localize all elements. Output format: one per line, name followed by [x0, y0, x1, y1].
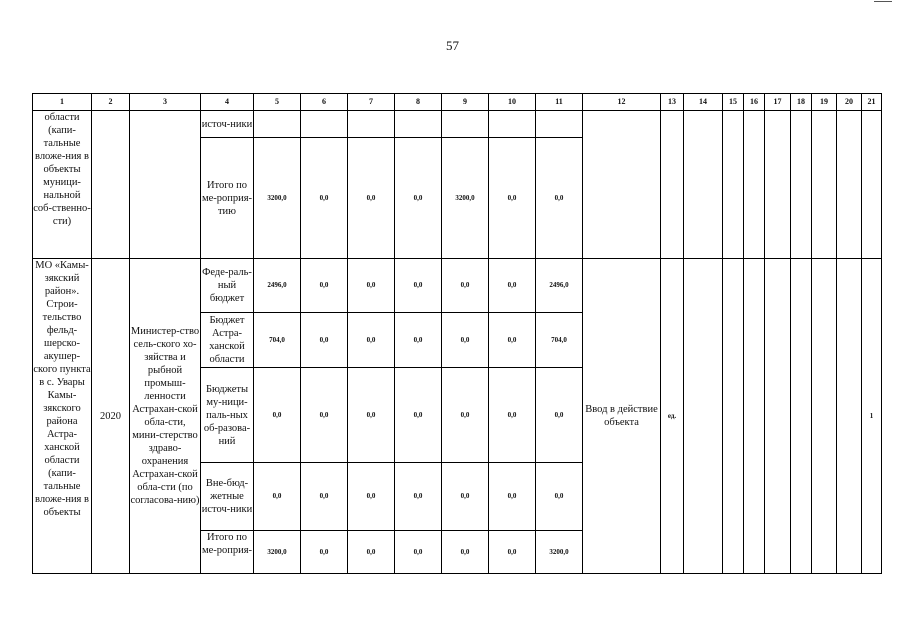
empty-cell	[723, 111, 744, 259]
value-cell: 704,0	[254, 313, 301, 368]
executor-cell: Министер-ство сель-ского хо-зяйства и рыбной промыш-ленности Астрахан-ской обла-сти, мини-стерство здраво-охранения Астрахан-ской обла-сти (по согласова-нию)	[130, 259, 201, 574]
column-number: 21	[862, 94, 882, 111]
column-number: 3	[130, 94, 201, 111]
empty-cell	[812, 111, 837, 259]
source-cell: Феде-раль-ный бюджет	[201, 259, 254, 313]
value-cell: 0,0	[489, 368, 536, 463]
unit-cell	[661, 111, 684, 259]
column-number: 14	[684, 94, 723, 111]
value-cell: 0,0	[395, 531, 442, 574]
unit-cell: ед.	[661, 259, 684, 574]
value-cell	[489, 111, 536, 138]
value-cell: 0,0	[301, 531, 348, 574]
empty-cell	[744, 259, 765, 574]
value-cell: 0,0	[348, 463, 395, 531]
source-cell: Вне-бюд-жетные источ-ники	[201, 463, 254, 531]
column-number: 1	[33, 94, 92, 111]
value-cell: 0,0	[536, 368, 583, 463]
column-number: 19	[812, 94, 837, 111]
value-cell: 3200,0	[254, 531, 301, 574]
empty-cell	[812, 259, 837, 574]
column-number: 11	[536, 94, 583, 111]
budget-table	[32, 93, 882, 574]
value-cell: 0,0	[395, 259, 442, 313]
empty-cell	[765, 111, 791, 259]
value-cell: 0,0	[489, 313, 536, 368]
value-cell: 3200,0	[536, 531, 583, 574]
value-21-cell: 1	[862, 259, 882, 574]
source-cell: Итого по ме-роприя-	[201, 531, 254, 574]
value-cell: 3200,0	[254, 138, 301, 259]
value-cell: 0,0	[348, 368, 395, 463]
value-cell: 0,0	[442, 259, 489, 313]
indicator-cell	[583, 111, 661, 259]
table-row	[33, 259, 882, 313]
value-cell: 0,0	[442, 531, 489, 574]
value-cell: 0,0	[254, 463, 301, 531]
value-cell	[395, 111, 442, 138]
value-cell: 0,0	[348, 259, 395, 313]
value-cell: 2496,0	[254, 259, 301, 313]
value-cell: 0,0	[395, 368, 442, 463]
page-number: 57	[446, 38, 459, 53]
table-row	[33, 111, 882, 138]
value-cell: 0,0	[536, 463, 583, 531]
value-cell	[348, 111, 395, 138]
value-cell: 0,0	[301, 368, 348, 463]
column-number: 2	[92, 94, 130, 111]
column-number: 12	[583, 94, 661, 111]
empty-cell	[862, 111, 882, 259]
year-cell: 2020	[92, 259, 130, 574]
year-cell	[92, 111, 130, 259]
value-cell: 0,0	[489, 259, 536, 313]
value-cell: 0,0	[442, 463, 489, 531]
value-cell: 0,0	[536, 138, 583, 259]
value-cell: 0,0	[301, 463, 348, 531]
column-number: 6	[301, 94, 348, 111]
column-number: 4	[201, 94, 254, 111]
value-cell: 2496,0	[536, 259, 583, 313]
column-number: 8	[395, 94, 442, 111]
value-cell: 0,0	[348, 313, 395, 368]
source-cell: Бюджет Астра-ханской области	[201, 313, 254, 368]
value-cell	[301, 111, 348, 138]
empty-cell	[837, 259, 862, 574]
value-cell: 0,0	[348, 138, 395, 259]
column-number: 5	[254, 94, 301, 111]
column-number: 15	[723, 94, 744, 111]
corner-mark	[874, 1, 892, 2]
value-cell: 0,0	[442, 368, 489, 463]
empty-cell	[791, 259, 812, 574]
source-cell: Бюджеты му-ници-паль-ных об-разова-ний	[201, 368, 254, 463]
empty-cell	[837, 111, 862, 259]
value-cell: 0,0	[301, 138, 348, 259]
column-number: 13	[661, 94, 684, 111]
value-cell: 704,0	[536, 313, 583, 368]
value-cell: 3200,0	[442, 138, 489, 259]
empty-cell	[744, 111, 765, 259]
value-cell: 0,0	[442, 313, 489, 368]
value-cell: 0,0	[395, 138, 442, 259]
value-cell	[254, 111, 301, 138]
column-number-row	[33, 94, 882, 111]
empty-cell	[684, 111, 723, 259]
indicator-cell: Ввод в действие объекта	[583, 259, 661, 574]
column-number: 9	[442, 94, 489, 111]
value-cell: 0,0	[395, 313, 442, 368]
value-cell	[442, 111, 489, 138]
value-cell: 0,0	[489, 531, 536, 574]
object-name-cell: МО «Камы-зякский район». Строи-тельство фельд-шерско-акушер-ского пункта в с. Увары Камы-зякского района Астра-ханской области (капи-тальные вложе-ния в объекты	[33, 259, 92, 574]
value-cell	[536, 111, 583, 138]
value-cell: 0,0	[348, 531, 395, 574]
empty-cell	[791, 111, 812, 259]
value-cell: 0,0	[489, 463, 536, 531]
column-number: 20	[837, 94, 862, 111]
value-cell: 0,0	[301, 313, 348, 368]
source-cell: Итого по ме-роприя-тию	[201, 138, 254, 259]
empty-cell	[723, 259, 744, 574]
value-cell: 0,0	[254, 368, 301, 463]
object-name-cell: области (капи-тальные вложе-ния в объекты муници-нальной соб-ственно-сти)	[33, 111, 92, 259]
column-number: 18	[791, 94, 812, 111]
value-cell: 0,0	[301, 259, 348, 313]
value-cell: 0,0	[395, 463, 442, 531]
value-cell: 0,0	[489, 138, 536, 259]
column-number: 10	[489, 94, 536, 111]
source-cell: источ-ники	[201, 111, 254, 138]
empty-cell	[684, 259, 723, 574]
column-number: 7	[348, 94, 395, 111]
column-number: 16	[744, 94, 765, 111]
executor-cell	[130, 111, 201, 259]
empty-cell	[765, 259, 791, 574]
column-number: 17	[765, 94, 791, 111]
